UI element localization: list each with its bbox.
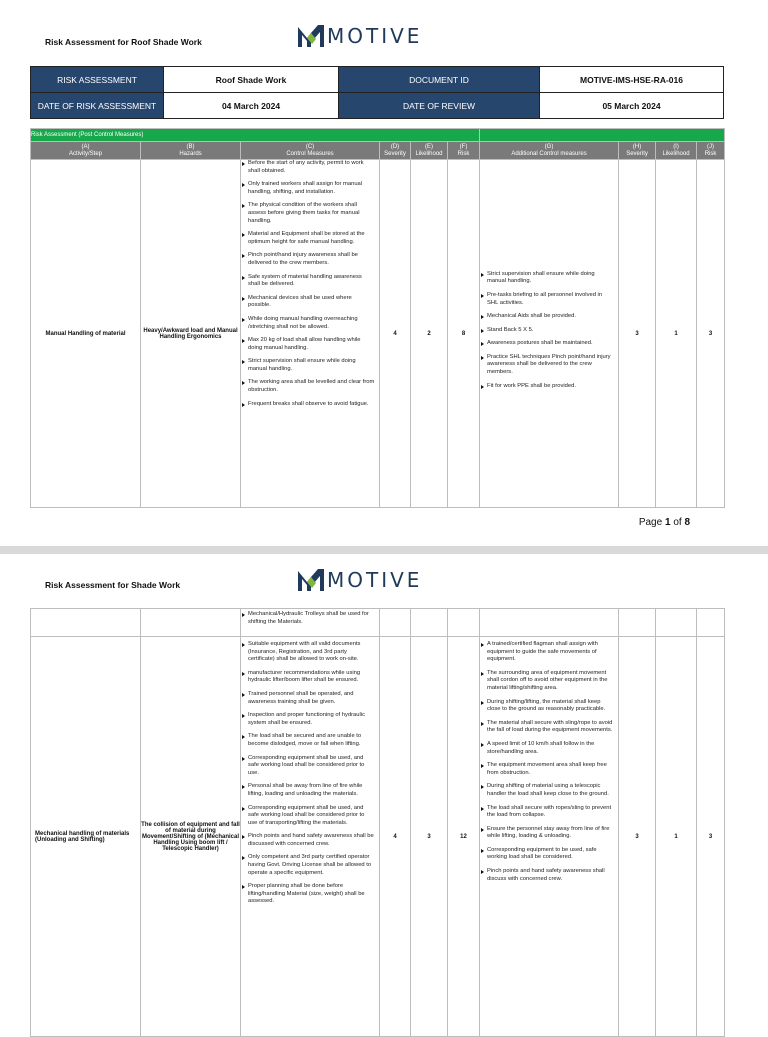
meta-ra-value: Roof Shade Work bbox=[164, 67, 339, 93]
logo-wordmark: MOTIVE bbox=[327, 568, 423, 592]
table-row bbox=[31, 637, 725, 1037]
section-band-right bbox=[480, 129, 725, 142]
col-risk: (F) Risk bbox=[448, 142, 480, 160]
controls-cell bbox=[241, 160, 380, 508]
col-controls: (C) Control Measures bbox=[241, 142, 380, 160]
list-item: Practice SHL techniques Pinch point/hand injury awareness shall be delivered to the crew members. bbox=[487, 354, 614, 377]
list-item: Inspection and proper functioning of hydraulic system shall be ensured. bbox=[248, 712, 375, 727]
list-item: Strict supervision shall ensure while doing manual handling. bbox=[248, 358, 375, 373]
risk-assessment-table bbox=[30, 128, 725, 508]
company-logo bbox=[298, 568, 422, 592]
list-item: Proper planning shall be done before lifting/handling Material (size, weight) shall be assessed. bbox=[248, 883, 375, 906]
list-item: Personal shall be away from line of fire while lifting, loading and unloading the materials. bbox=[248, 783, 375, 798]
list-item: Pre-tasks briefing to all personnel involved in SHL activities. bbox=[487, 292, 614, 307]
meta-doc-value: MOTIVE-IMS-HSE-RA-016 bbox=[540, 67, 724, 93]
severity-cell: 4 bbox=[380, 160, 411, 508]
list-item: The equipment movement area shall keep free from obstruction. bbox=[487, 762, 614, 777]
list-item: A speed limit of 10 km/h shall follow in the store/handling area. bbox=[487, 741, 614, 756]
additional-controls-list bbox=[480, 271, 618, 391]
controls-list bbox=[241, 611, 379, 626]
col-res-risk: (J) Risk bbox=[697, 142, 725, 160]
list-item: Corresponding equipment shall be used, and safe working load shall be considered prior to use. bbox=[248, 755, 375, 778]
likelihood-cell: 3 bbox=[411, 637, 448, 1037]
res-likelihood-cell: 1 bbox=[656, 637, 697, 1037]
list-item: Before the start of any activity, permit to work shall obtained. bbox=[248, 160, 375, 175]
list-item: The working area shall be levelled and clear from obstruction. bbox=[248, 379, 375, 394]
col-res-likelihood: (I) Likelihood bbox=[656, 142, 697, 160]
list-item: Strict supervision shall ensure while doing manual handling. bbox=[487, 271, 614, 286]
list-item: The physical condition of the workers shall assess before giving them tasks for manual handling. bbox=[248, 202, 375, 225]
list-item: Pinch points and hand safety awareness shall discuss with concerned crew. bbox=[487, 868, 614, 883]
controls-list bbox=[241, 160, 379, 408]
page-title: Risk Assessment for Shade Work bbox=[45, 580, 181, 590]
list-item: Mechanical/Hydraulic Trolleys shall be used for shifting the Materials. bbox=[248, 611, 375, 626]
activity-cell: Mechanical handling of materials (Unloading and Shifting) bbox=[31, 637, 141, 1037]
table-row bbox=[31, 160, 725, 508]
list-item: Material and Equipment shall be stored at the optimum height for safe manual handling. bbox=[248, 231, 375, 246]
list-item: Corresponding equipment shall be used, and safe working load shall be considered prior to use of transporting/lifting the materials. bbox=[248, 805, 375, 828]
additional-controls-cell bbox=[480, 637, 619, 1037]
company-logo bbox=[298, 24, 422, 48]
page-number: Page 1 of 8 bbox=[638, 517, 690, 528]
hazard-cell: The collision of equipment and fall of material during Movement/Shifting of (Mechanical Handling Using boom lift / Telescopic Handler) bbox=[141, 637, 241, 1037]
list-item: Only trained workers shall assign for manual handling, shifting, and installation. bbox=[248, 181, 375, 196]
meta-ra-label: RISK ASSESSMENT bbox=[31, 67, 164, 93]
list-item: Stand Back 5 X 5. bbox=[487, 327, 614, 335]
list-item: manufacturer recommendations while using hydraulic lifter/boom lifter shall be ensured. bbox=[248, 670, 375, 685]
page-title: Risk Assessment for Roof Shade Work bbox=[45, 37, 202, 47]
list-item: During shifting of material using a telescopic handler the load shall keep close to the ground. bbox=[487, 783, 614, 798]
logo-wordmark: MOTIVE bbox=[327, 24, 423, 48]
col-res-severity: (H) Severity bbox=[619, 142, 656, 160]
additional-controls-list bbox=[480, 641, 618, 883]
list-item: The surrounding area of equipment movement shall cordon off to avoid other equipment in the material lifting/shifting area. bbox=[487, 670, 614, 693]
col-severity: (D) Severity bbox=[380, 142, 411, 160]
res-severity-cell: 3 bbox=[619, 160, 656, 508]
controls-cell bbox=[241, 637, 380, 1037]
list-item: Mechanical devices shall be used where possible. bbox=[248, 295, 375, 310]
additional-controls-cell bbox=[480, 160, 619, 508]
list-item: Safe system of material handling awareness shall be delivered. bbox=[248, 274, 375, 289]
list-item: Frequent breaks shall observe to avoid fatigue. bbox=[248, 401, 375, 409]
list-item: The material shall secure with sling/rope to avoid the fall of load during the equipment movements. bbox=[487, 719, 613, 734]
list-item: Pinch point/hand injury awareness shall be delivered to the crew members. bbox=[248, 252, 375, 267]
list-item: Ensure the personnel stay away from line of fire while lifting, loading & unloading. bbox=[487, 826, 614, 841]
motive-m-icon bbox=[298, 569, 324, 591]
list-item: Corresponding equipment to be used, safe working load shall be considered. bbox=[487, 847, 614, 862]
list-item: Fit for work PPE shall be provided. bbox=[487, 383, 614, 391]
activity-cell: Manual Handling of material bbox=[31, 160, 141, 508]
list-item: A trained/certified flagman shall assign with equipment to guide the safe movements of equipment. bbox=[487, 641, 614, 664]
res-risk-cell: 3 bbox=[697, 637, 725, 1037]
section-band: Risk Assessment (Post Control Measures) bbox=[31, 129, 480, 142]
list-item: The load shall secure with ropes/sling to prevent the load from collapse. bbox=[487, 805, 614, 820]
hazard-cell: Heavy/Awkward load and Manual Handling Ergonomics bbox=[141, 160, 241, 508]
list-item: Max 20 kg of load shall allow handling while doing manual handling. bbox=[248, 337, 375, 352]
col-likelihood: (E) Likelihood bbox=[411, 142, 448, 160]
likelihood-cell: 2 bbox=[411, 160, 448, 508]
list-item: While doing manual handling overreaching /stretching shall not be allowed. bbox=[248, 316, 375, 331]
motive-m-icon bbox=[298, 25, 324, 47]
list-item: Pinch points and hand safety awareness shall be discussed with concerned crew. bbox=[248, 833, 374, 847]
meta-doc-label: DOCUMENT ID bbox=[339, 67, 540, 93]
res-severity-cell: 3 bbox=[619, 637, 656, 1037]
controls-cell bbox=[241, 609, 380, 637]
col-additional-controls: (G) Additional Control measures bbox=[480, 142, 619, 160]
list-item: Trained personnel shall be operated, and awareness training shall be given. bbox=[248, 691, 375, 706]
controls-list bbox=[241, 641, 379, 906]
meta-review-label: DATE OF REVIEW bbox=[339, 93, 540, 119]
page-separator bbox=[0, 546, 768, 554]
col-hazards: (B) Hazards bbox=[141, 142, 241, 160]
document-meta-table bbox=[30, 66, 724, 119]
risk-assessment-table-continued bbox=[30, 608, 725, 1037]
list-item: Awareness postures shall be maintained. bbox=[487, 340, 614, 348]
list-item: Suitable equipment with all valid documents (Insurance, Registration, and 3rd party certificate) shall be allowed to work on-site. bbox=[248, 641, 375, 664]
risk-cell: 12 bbox=[448, 637, 480, 1037]
meta-date-value: 04 March 2024 bbox=[164, 93, 339, 119]
severity-cell: 4 bbox=[380, 637, 411, 1037]
list-item: During shifting/lifting, the material shall keep close to the ground as reasonably practicable. bbox=[487, 699, 614, 714]
list-item: Mechanical Aids shall be provided. bbox=[487, 313, 614, 321]
list-item: Only competent and 3rd party certified operator having Govt. Driving License shall be allowed to operate a specific equipment. bbox=[248, 854, 375, 877]
meta-review-value: 05 March 2024 bbox=[540, 93, 724, 119]
risk-cell: 8 bbox=[448, 160, 480, 508]
list-item: The load shall be secured and are unable to become dislodged, move or fall when lifting. bbox=[248, 733, 375, 748]
res-risk-cell: 3 bbox=[697, 160, 725, 508]
table-row bbox=[31, 609, 725, 637]
meta-date-label: DATE OF RISK ASSESSMENT bbox=[31, 93, 164, 119]
col-activity: (A) Activity/Step bbox=[31, 142, 141, 160]
res-likelihood-cell: 1 bbox=[656, 160, 697, 508]
page-2 bbox=[0, 554, 768, 1024]
